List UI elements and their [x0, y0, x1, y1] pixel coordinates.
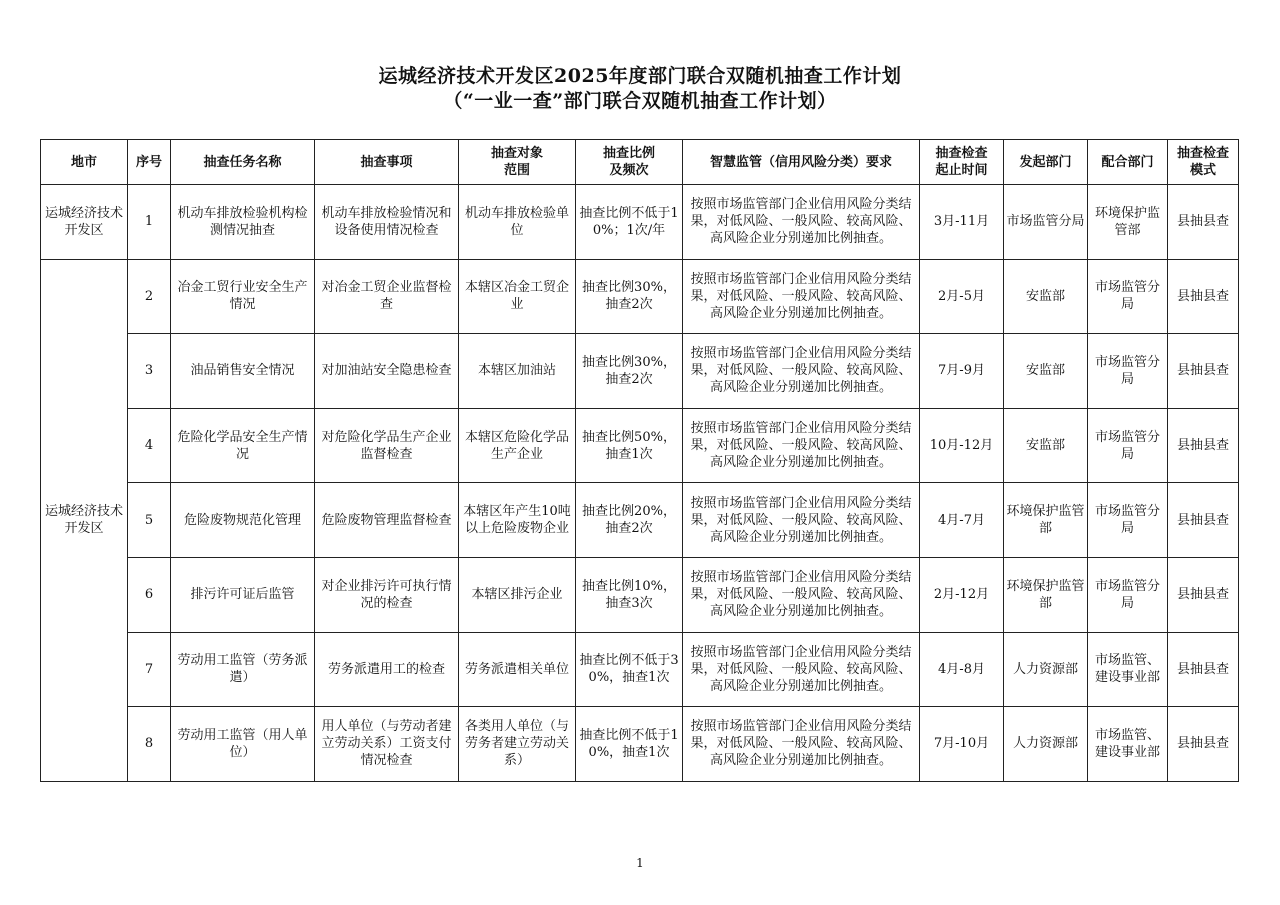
cell-partner: 环境保护监管部	[1088, 185, 1168, 260]
cell-region: 运城经济技术开发区	[41, 185, 128, 260]
cell-item: 对企业排污许可执行情况的检查	[315, 557, 459, 632]
cell-partner: 市场监管分局	[1088, 408, 1168, 483]
cell-no: 2	[128, 259, 171, 334]
cell-mode: 县抽县查	[1168, 483, 1239, 558]
cell-scope: 本辖区危险化学品生产企业	[459, 408, 576, 483]
header-col-partner: 配合部门	[1088, 140, 1168, 185]
cell-task: 危险化学品安全生产情况	[171, 408, 315, 483]
cell-partner: 市场监管分局	[1088, 334, 1168, 409]
cell-requirement: 按照市场监管部门企业信用风险分类结果，对低风险、一般风险、较高风险、高风险企业分别递加比例抽查。	[683, 483, 920, 558]
cell-item: 劳务派遣用工的检查	[315, 632, 459, 707]
cell-task: 油品销售安全情况	[171, 334, 315, 409]
cell-item: 机动车排放检验情况和设备使用情况检查	[315, 185, 459, 260]
cell-period: 2月-5月	[920, 259, 1004, 334]
cell-initiator: 环境保护监管部	[1004, 557, 1088, 632]
cell-requirement: 按照市场监管部门企业信用风险分类结果，对低风险、一般风险、较高风险、高风险企业分别递加比例抽查。	[683, 334, 920, 409]
page-number: 1	[636, 856, 644, 870]
table-row	[41, 185, 1239, 260]
cell-ratio: 抽查比例10%，抽查3次	[576, 557, 683, 632]
cell-no: 7	[128, 632, 171, 707]
cell-mode: 县抽县查	[1168, 707, 1239, 782]
cell-period: 3月-11月	[920, 185, 1004, 260]
inspection-plan-table	[40, 139, 1239, 782]
cell-scope: 本辖区冶金工贸企业	[459, 259, 576, 334]
cell-period: 2月-12月	[920, 557, 1004, 632]
cell-task: 冶金工贸行业安全生产情况	[171, 259, 315, 334]
cell-requirement: 按照市场监管部门企业信用风险分类结果，对低风险、一般风险、较高风险、高风险企业分别递加比例抽查。	[683, 707, 920, 782]
cell-period: 4月-8月	[920, 632, 1004, 707]
cell-task: 劳动用工监管（劳务派遣）	[171, 632, 315, 707]
header-col-no: 序号	[128, 140, 171, 185]
cell-ratio: 抽查比例不低于10%，抽查1次	[576, 707, 683, 782]
header-col-task: 抽查任务名称	[171, 140, 315, 185]
table-row	[41, 483, 1239, 558]
cell-initiator: 人力资源部	[1004, 632, 1088, 707]
cell-task: 排污许可证后监管	[171, 557, 315, 632]
cell-mode: 县抽县查	[1168, 185, 1239, 260]
cell-requirement: 按照市场监管部门企业信用风险分类结果，对低风险、一般风险、较高风险、高风险企业分别递加比例抽查。	[683, 259, 920, 334]
table-row	[41, 408, 1239, 483]
cell-scope: 本辖区加油站	[459, 334, 576, 409]
cell-requirement: 按照市场监管部门企业信用风险分类结果，对低风险、一般风险、较高风险、高风险企业分别递加比例抽查。	[683, 185, 920, 260]
table-header-row	[41, 140, 1239, 185]
cell-item: 对冶金工贸企业监督检查	[315, 259, 459, 334]
header-col-mode: 抽查检查 模式	[1168, 140, 1239, 185]
cell-task: 机动车排放检验机构检测情况抽查	[171, 185, 315, 260]
cell-item: 对加油站安全隐患检查	[315, 334, 459, 409]
cell-period: 4月-7月	[920, 483, 1004, 558]
cell-period: 7月-10月	[920, 707, 1004, 782]
cell-initiator: 安监部	[1004, 334, 1088, 409]
cell-mode: 县抽县查	[1168, 334, 1239, 409]
cell-item: 对危险化学品生产企业监督检查	[315, 408, 459, 483]
cell-requirement: 按照市场监管部门企业信用风险分类结果，对低风险、一般风险、较高风险、高风险企业分别递加比例抽查。	[683, 557, 920, 632]
cell-scope: 各类用人单位（与劳务者建立劳动关系）	[459, 707, 576, 782]
cell-partner: 市场监管分局	[1088, 483, 1168, 558]
cell-no: 1	[128, 185, 171, 260]
table-row	[41, 259, 1239, 334]
cell-requirement: 按照市场监管部门企业信用风险分类结果，对低风险、一般风险、较高风险、高风险企业分别递加比例抽查。	[683, 632, 920, 707]
cell-no: 6	[128, 557, 171, 632]
cell-period: 7月-9月	[920, 334, 1004, 409]
table-row	[41, 557, 1239, 632]
header-col-requirement: 智慧监管（信用风险分类）要求	[683, 140, 920, 185]
cell-ratio: 抽查比例20%，抽查2次	[576, 483, 683, 558]
cell-region: 运城经济技术开发区	[41, 259, 128, 781]
cell-no: 4	[128, 408, 171, 483]
cell-no: 3	[128, 334, 171, 409]
header-col-initiator: 发起部门	[1004, 140, 1088, 185]
cell-task: 危险废物规范化管理	[171, 483, 315, 558]
cell-no: 8	[128, 707, 171, 782]
cell-no: 5	[128, 483, 171, 558]
document-subtitle: （“一业一查”部门联合双随机抽查工作计划）	[443, 90, 837, 112]
cell-mode: 县抽县查	[1168, 557, 1239, 632]
cell-item: 危险废物管理监督检查	[315, 483, 459, 558]
cell-scope: 劳务派遣相关单位	[459, 632, 576, 707]
cell-initiator: 环境保护监管部	[1004, 483, 1088, 558]
cell-scope: 本辖区排污企业	[459, 557, 576, 632]
cell-scope: 本辖区年产生10吨以上危险废物企业	[459, 483, 576, 558]
cell-requirement: 按照市场监管部门企业信用风险分类结果，对低风险、一般风险、较高风险、高风险企业分别递加比例抽查。	[683, 408, 920, 483]
cell-task: 劳动用工监管（用人单位）	[171, 707, 315, 782]
cell-mode: 县抽县查	[1168, 632, 1239, 707]
cell-ratio: 抽查比例不低于10%；1次/年	[576, 185, 683, 260]
table-row	[41, 334, 1239, 409]
table-row	[41, 632, 1239, 707]
table-row	[41, 707, 1239, 782]
header-col-region: 地市	[41, 140, 128, 185]
header-col-scope: 抽查对象 范围	[459, 140, 576, 185]
cell-initiator: 安监部	[1004, 259, 1088, 334]
header-col-period: 抽查检查 起止时间	[920, 140, 1004, 185]
cell-scope: 机动车排放检验单位	[459, 185, 576, 260]
cell-initiator: 市场监管分局	[1004, 185, 1088, 260]
header-col-item: 抽查事项	[315, 140, 459, 185]
cell-partner: 市场监管、建设事业部	[1088, 707, 1168, 782]
header-col-ratio: 抽查比例 及频次	[576, 140, 683, 185]
cell-item: 用人单位（与劳动者建立劳动关系）工资支付情况检查	[315, 707, 459, 782]
cell-ratio: 抽查比例不低于30%，抽查1次	[576, 632, 683, 707]
document-title: 运城经济技术开发区2025年度部门联合双随机抽查工作计划	[378, 65, 902, 87]
cell-partner: 市场监管、建设事业部	[1088, 632, 1168, 707]
cell-initiator: 人力资源部	[1004, 707, 1088, 782]
cell-ratio: 抽查比例50%，抽查1次	[576, 408, 683, 483]
cell-mode: 县抽县查	[1168, 259, 1239, 334]
cell-period: 10月-12月	[920, 408, 1004, 483]
cell-mode: 县抽县查	[1168, 408, 1239, 483]
cell-ratio: 抽查比例30%，抽查2次	[576, 334, 683, 409]
cell-partner: 市场监管分局	[1088, 259, 1168, 334]
cell-ratio: 抽查比例30%，抽查2次	[576, 259, 683, 334]
cell-initiator: 安监部	[1004, 408, 1088, 483]
cell-partner: 市场监管分局	[1088, 557, 1168, 632]
